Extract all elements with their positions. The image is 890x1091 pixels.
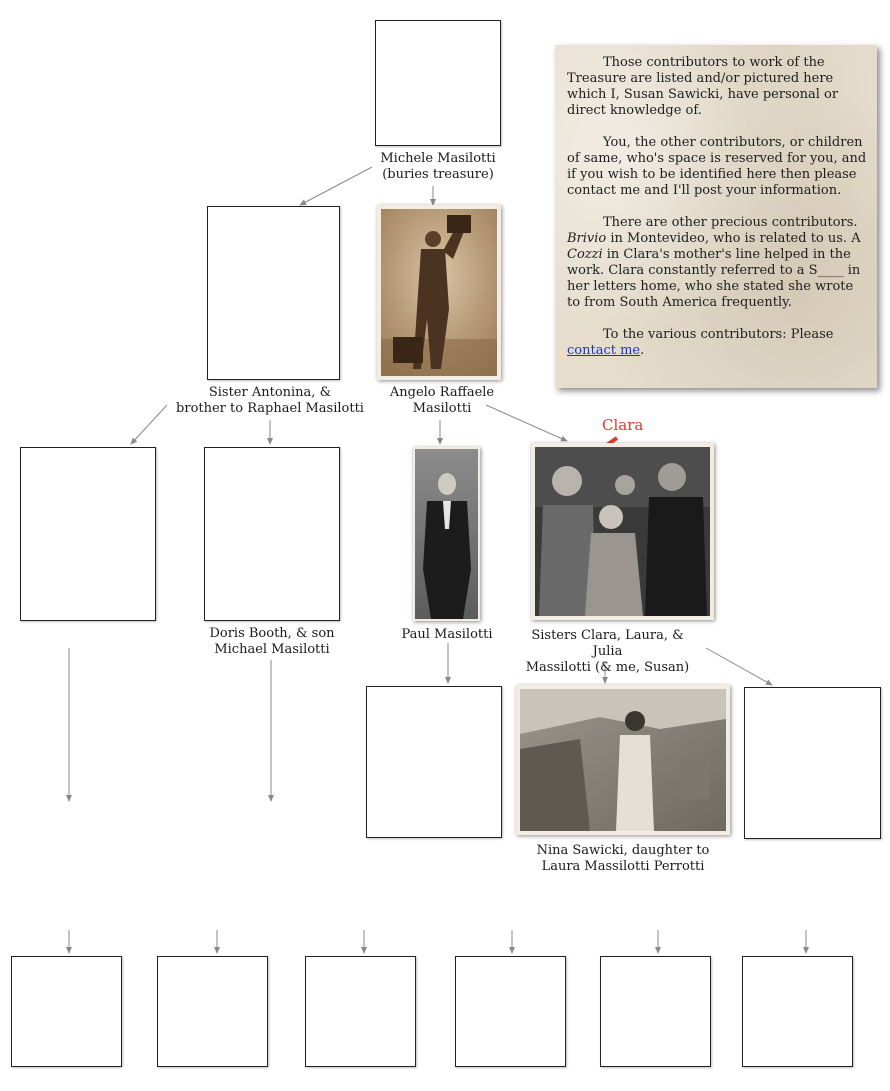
bottom-frame-2[interactable] [157,956,268,1067]
paul-child-frame[interactable] [366,686,502,838]
paul-masilotti-photo[interactable] [413,447,480,621]
doris-booth-frame[interactable] [204,447,340,621]
garden-photo-image [520,689,726,831]
info-paragraph-3: There are other precious contributors. Brivio in Montevideo, who is related to us. A Cozzi in Clara's mother's line helped in the work. Clara constantly referred to a S____ in her letters home, who she stated she wrote to from South America frequently. [567,215,861,310]
info-paragraph-1: Those contributors to work of the Treasure are listed and/or pictured here which I, Susan Sawicki, have personal or direct knowledge of. [567,55,839,118]
info-paragraph-2: You, the other contributors, or children of same, who's space is reserved for you, and if you wish to be identified here then please contact me and I'll post your information. [567,135,867,198]
sisters-right-child-frame[interactable] [744,687,881,839]
bottom-frame-1[interactable] [11,956,122,1067]
sisters-photo[interactable] [531,443,714,620]
bw-group-photo-image [535,447,710,616]
bw-portrait-image [415,449,478,619]
contact-me-link[interactable]: contact me [567,343,641,358]
unnamed-gen3-left-frame[interactable] [20,447,156,621]
arrow-sisters-right [706,648,772,685]
clara-label: Clara [602,416,644,434]
angelo-masilotti-caption: Angelo Raffaele Masilotti [389,385,495,416]
paul-masilotti-caption: Paul Masilotti [401,627,493,642]
info-paragraph-4: To the various contributors: Please contact me. [567,327,834,358]
nina-sawicki-photo[interactable] [516,685,730,835]
sisters-caption: Sisters Clara, Laura, & Julia Massilotti (& me, Susan) [525,628,690,675]
sepia-portrait-image [381,209,497,376]
angelo-masilotti-photo[interactable] [377,205,501,380]
antonina-frame[interactable] [207,206,340,380]
antonina-caption: Sister Antonina, & brother to Raphael Masilotti [176,385,364,416]
michele-masilotti-frame[interactable] [375,20,501,146]
doris-booth-caption: Doris Booth, & son Michael Masilotti [209,626,335,657]
bottom-frame-4[interactable] [455,956,566,1067]
contributors-info-panel [555,45,877,388]
bottom-frame-6[interactable] [742,956,853,1067]
michele-masilotti-caption: Michele Masilotti (buries treasure) [380,151,496,182]
bottom-frame-5[interactable] [600,956,711,1067]
arrow-antonina-left [131,405,167,444]
bottom-frame-3[interactable] [305,956,416,1067]
nina-sawicki-caption: Nina Sawicki, daughter to Laura Massilotti Perrotti [536,843,710,874]
cozzi-name: Cozzi [567,247,603,262]
brivio-name: Brivio [567,231,607,246]
